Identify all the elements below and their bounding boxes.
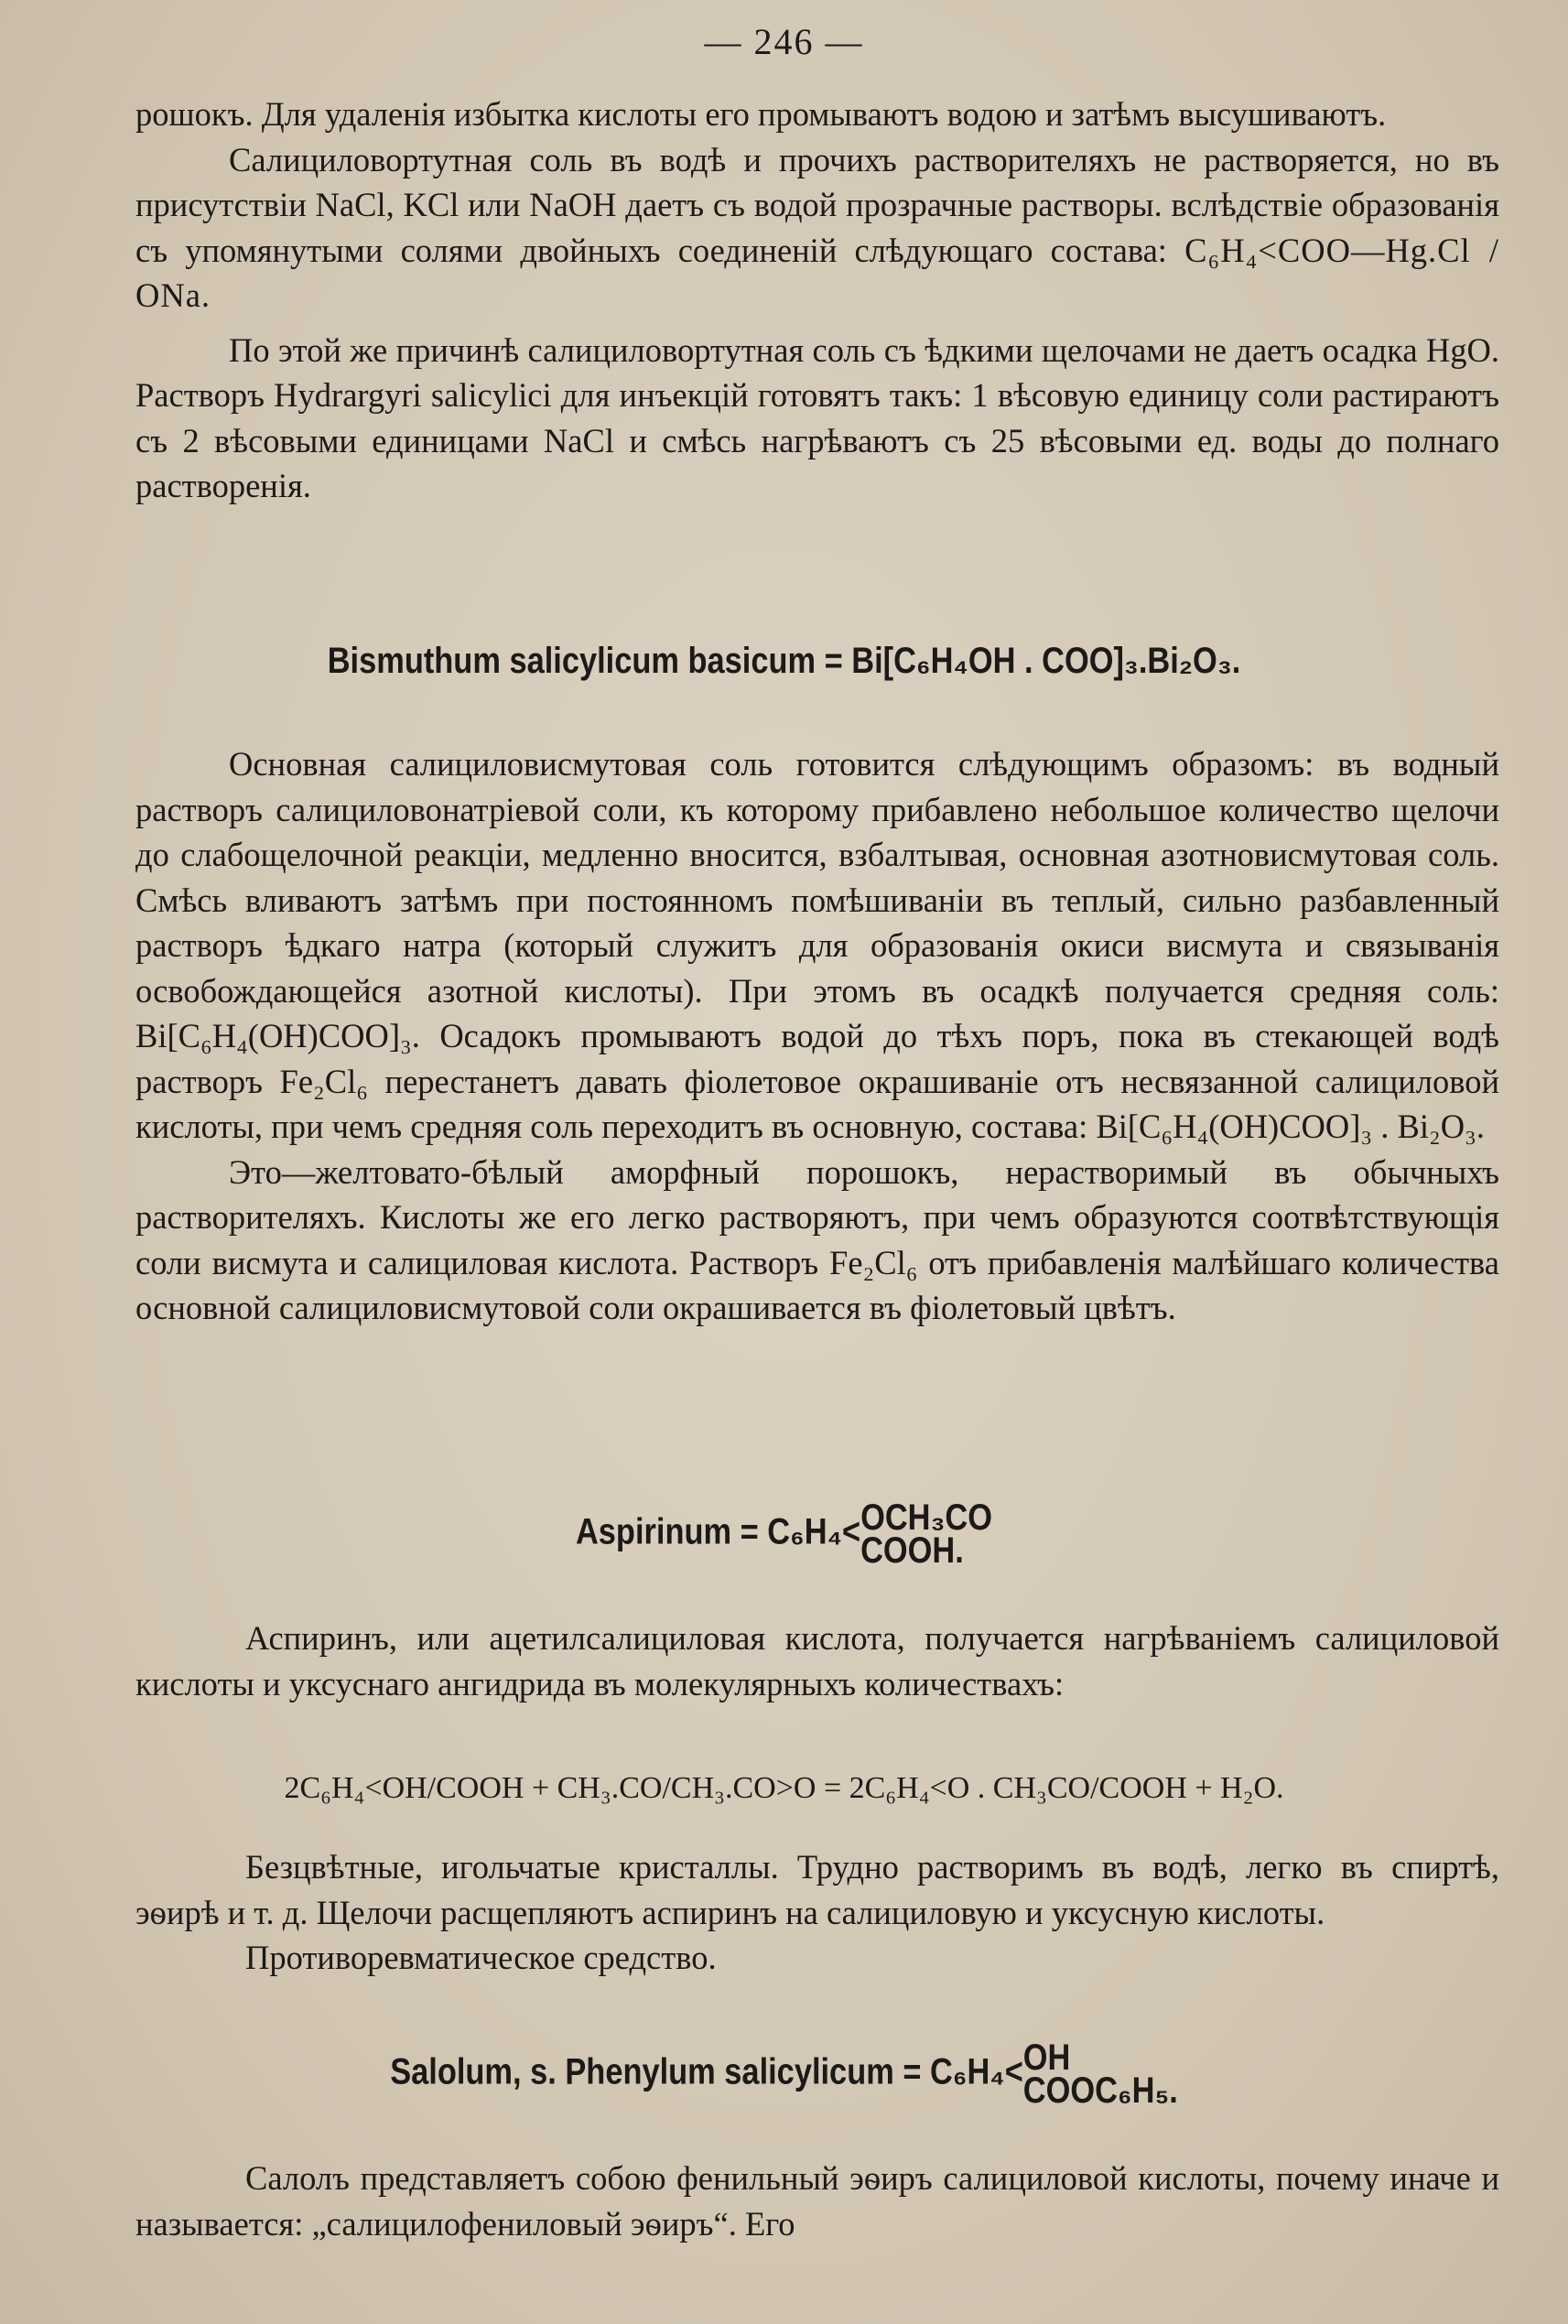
paragraph: Аспиринъ, или ацетилсалициловая кислота, получается нагрѣваніемъ салициловой кислоты и уксуснаго ангидрида въ молекулярныхъ количествахъ: <box>135 1619 1499 1702</box>
text-block-salol <box>135 2156 1499 2246</box>
paragraph: Это—желтовато-бѣлый аморфный порошокъ, нерастворимый въ обычныхъ растворителяхъ. Кислоты же его легко растворяютъ, при чемъ образуются соотвѣтствующія соли висмута и салициловая кислота. Растворъ Fe₂Cl₆ отъ прибавленія малѣйшаго количества основной салициловисмутовой соли окрашивается въ фіолетовый цвѣтъ. <box>135 1152 1499 1326</box>
page-number: — 246 — <box>704 21 864 62</box>
paragraph: По этой же причинѣ салициловортутная соль съ ѣдкими щелочами не даетъ осадка HgO. Растворъ Hydrargyri salicylici для инъекцій готовятъ такъ: 1 вѣсовую единицу соли растираютъ съ 2 вѣсовыми единицами NaCl и смѣсь нагрѣваютъ съ 25 вѣсовыми ед. воды до полнаго растворенія. <box>135 330 1499 504</box>
aspirin-equation: 2C₆H₄<OH/COOH + CH₃.CO/CH₃.CO>O = 2C₆H₄<O . CH₃CO/COOH + H₂O. <box>284 1771 1284 1805</box>
paragraph: Основная салициловисмутовая соль готовится слѣдующимъ образомъ: въ водный растворъ салициловонатріевой соли, къ которому прибавлено небольшое количество щелочи до слабощелочной реакціи, медленно вносится, взбалтывая, основная азотновисмутовая соль. Смѣсь вливаютъ затѣмъ при постоянномъ помѣшиваніи въ теплый, сильно разбавленный растворъ ѣдкаго натра (который служитъ для образованія окиси висмута и связыванія освобождающейся азотной кислоты). При этомъ въ осадкѣ получается средняя соль: Bi[C₆H₄(OH)COO]₃. Осадокъ промываютъ водой до тѣхъ поръ, пока въ стекающей водѣ растворъ Fe₂Cl₆ перестанетъ давать фіолетовое окрашиваніе отъ несвязанной салициловой кислоты, при чемъ средняя соль переходитъ въ основную, состава: Bi[C₆H₄(OH)COO]₃ . Bi₂O₃. <box>135 745 1499 1145</box>
paragraph: Безцвѣтные, игольчатые кристаллы. Трудно растворимъ въ водѣ, легко въ спиртѣ, эѳирѣ и т. д. Щелочи расщепляютъ аспиринъ на салициловую и уксусную кислоты. <box>135 1848 1499 1931</box>
text-block-bismuth <box>135 741 1499 1331</box>
paragraph: Салициловортутная соль въ водѣ и прочихъ растворителяхъ не растворяется, но въ присутствіи NaCl, KCl или NaOH даетъ съ водой прозрачные растворы. вслѣдствіе образованія съ упомянутыми солями двойныхъ соединеній слѣдующаго состава: C₆H₄<COO—Hg.Cl / ONa. <box>135 140 1499 314</box>
text-block-aspirin-props <box>135 1844 1499 1981</box>
double-salt-formula: C₆H₄<COO—Hg.Cl / ONa. <box>135 231 1499 314</box>
section-heading-salol: Salolum, s. Phenylum salicylicum = C₆H₄< OH COOC₆H₅. <box>390 2038 1178 2111</box>
section-heading-aspirin: Aspirinum = C₆H₄< OCH₃CO COOH. <box>575 1497 993 1571</box>
text-block-mercury <box>135 92 1499 509</box>
paragraph: Салолъ представляетъ собою фенильный эѳиръ салициловой кислоты, почему иначе и называется: „салицилофениловый эѳиръ“. Его <box>135 2159 1499 2243</box>
paragraph: рошокъ. Для удаленія избытка кислоты его промываютъ водою и затѣмъ высушиваютъ. <box>135 95 1387 133</box>
section-heading-bismuth: Bismuthum salicylicum basicum = Bi[C₆H₄OH . COO]₃.Bi₂O₃. <box>327 641 1241 681</box>
text-block-aspirin <box>135 1616 1499 1706</box>
paragraph: Противоревматическое средство. <box>245 1939 717 1976</box>
